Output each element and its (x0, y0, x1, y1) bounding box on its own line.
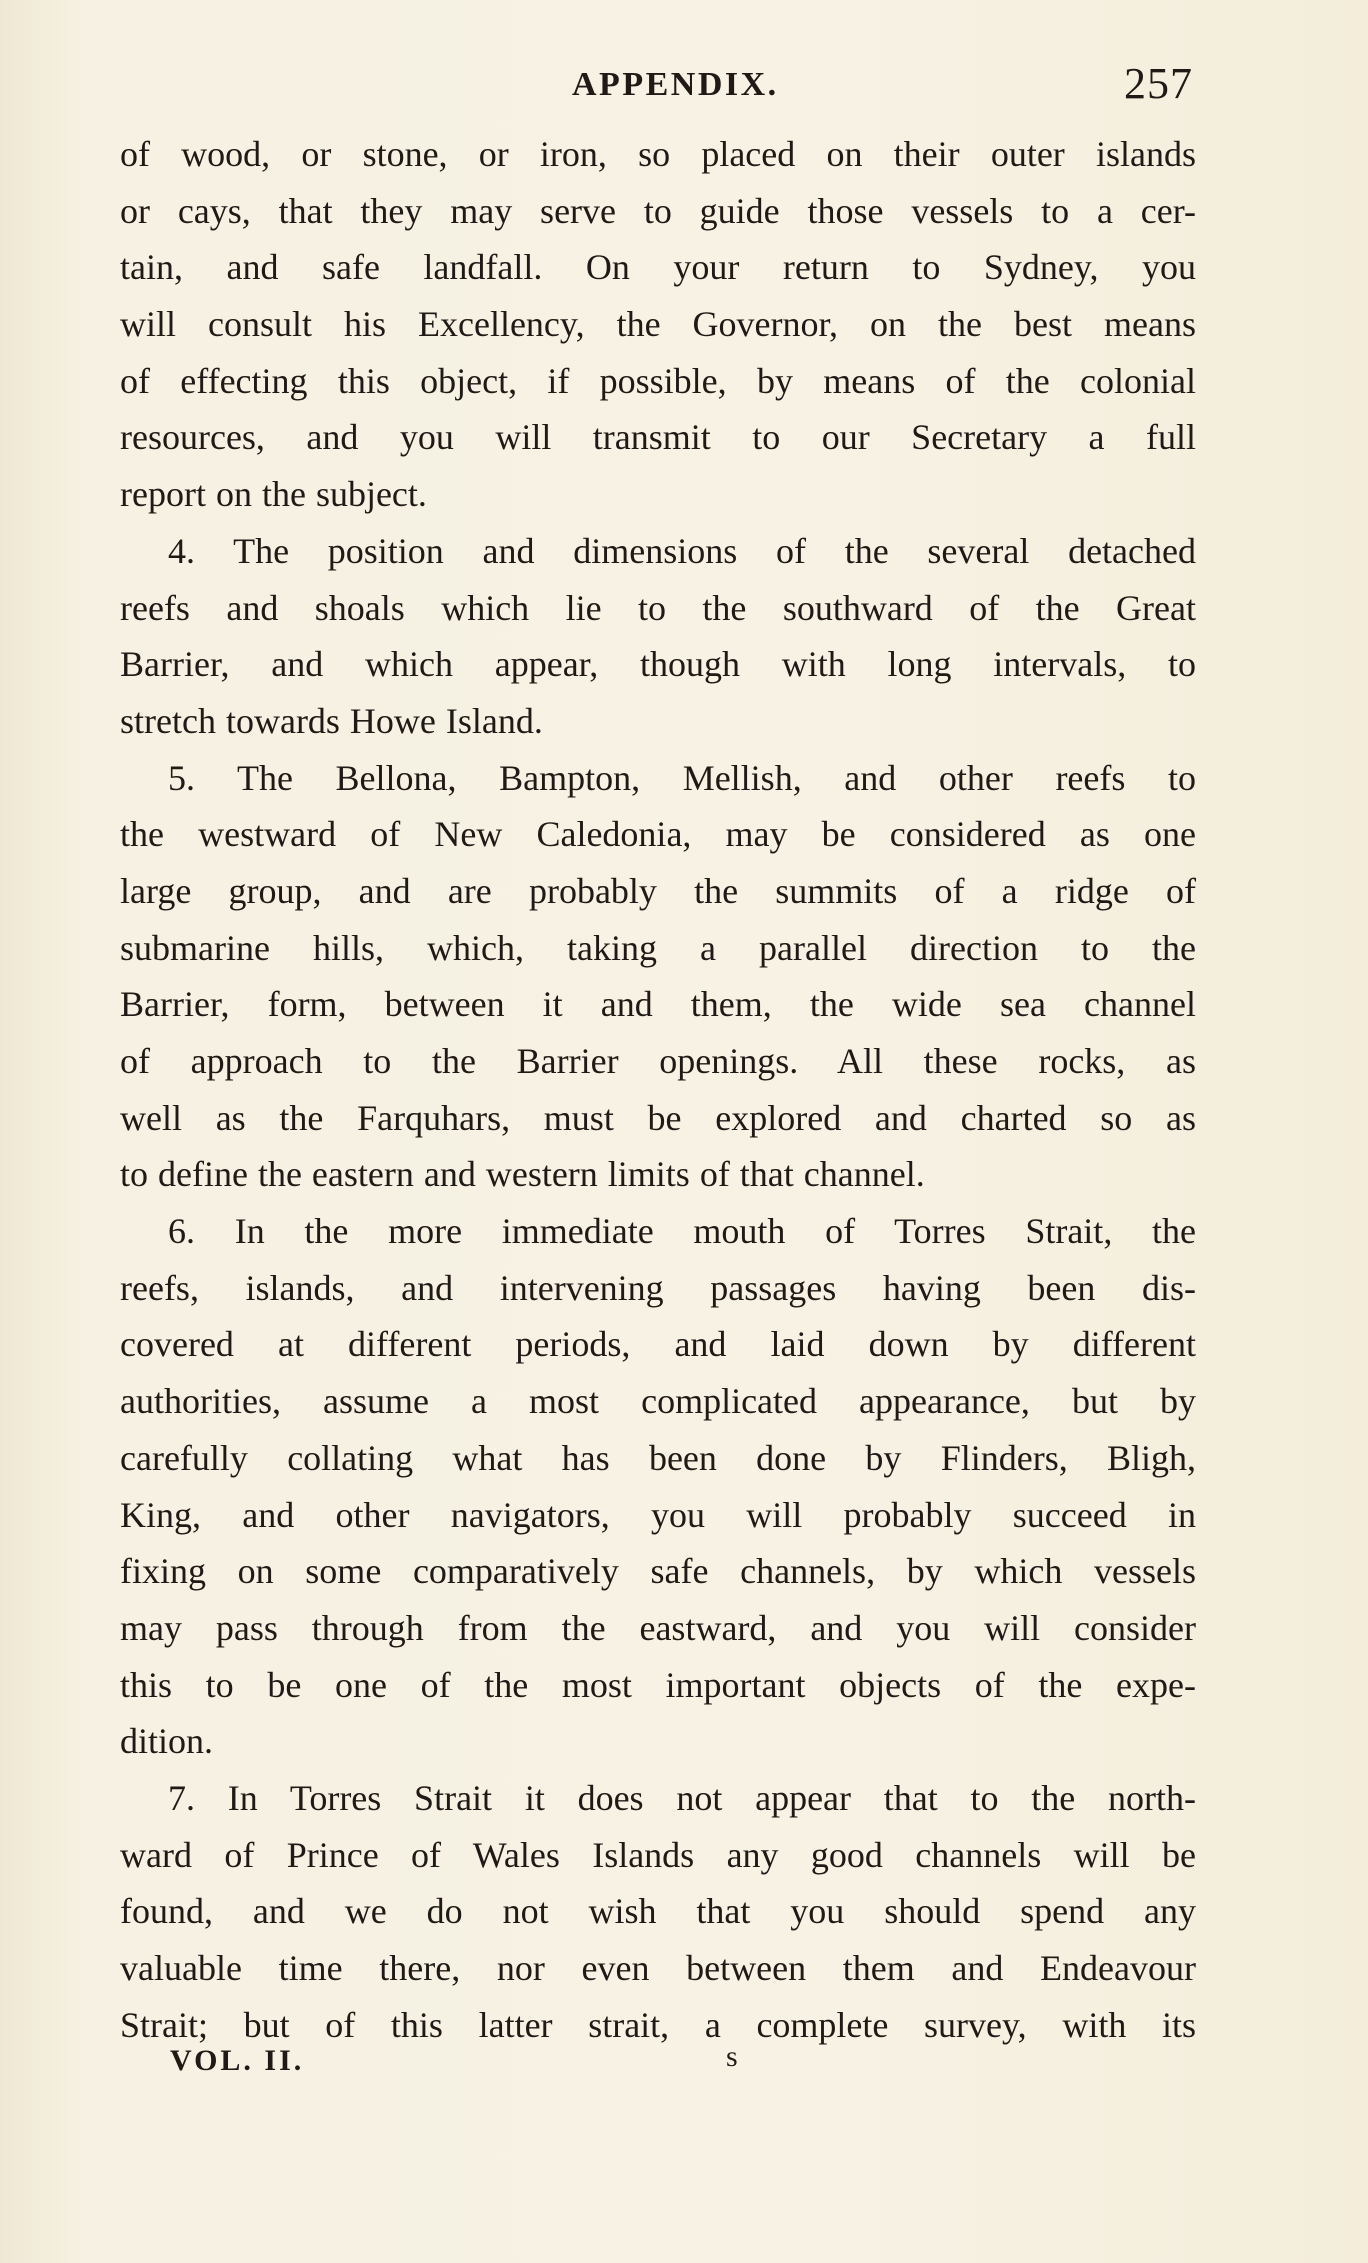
text-line: fixing on some comparatively safe channels, by which vessels (120, 1551, 1196, 1592)
text-line: submarine hills, which, taking a parallel direction to the (120, 927, 1196, 968)
text-line: authorities, assume a most complicated appearance, but by (120, 1381, 1196, 1422)
text-line: of wood, or stone, or iron, so placed on their outer islands (120, 134, 1196, 174)
text-line: resources, and you will transmit to our Secretary a full (120, 417, 1196, 458)
text-line: King, and other navigators, you will probably succeed in (120, 1494, 1196, 1535)
text-line: stretch towards Howe Island. (120, 700, 543, 741)
text-line: will consult his Excellency, the Governor, on the best means (120, 304, 1196, 345)
text-line: of approach to the Barrier openings. All these rocks, as (120, 1041, 1196, 1081)
paragraph-7-start: 7. In Torres Strait it does not appear that to the north- (168, 1777, 1196, 1818)
text-line: Barrier, and which appear, though with long intervals, to (120, 644, 1196, 685)
text-line: found, and we do not wish that you should spend any (120, 1891, 1196, 1932)
running-head (0, 58, 1368, 118)
page-number: 257 (1124, 59, 1193, 108)
text-line: covered at different periods, and laid down by different (120, 1324, 1196, 1365)
text-line: carefully collating what has been done by Flinders, Bligh, (120, 1437, 1196, 1478)
text-line: the westward of New Caledonia, may be considered as one (120, 814, 1196, 855)
signature-mark: s (726, 2040, 738, 2073)
text-line: reefs and shoals which lie to the southward of the Great (120, 587, 1196, 628)
text-line: to define the eastern and western limits of that channel. (120, 1154, 925, 1195)
text-line: this to be one of the most important objects of the expe- (120, 1664, 1196, 1705)
paragraph-6-start: 6. In the more immediate mouth of Torres Strait, the (168, 1211, 1196, 1252)
text-line: valuable time there, nor even between them and Endeavour (120, 1948, 1196, 1988)
text-line: well as the Farquhars, must be explored and charted so as (120, 1097, 1196, 1138)
text-line: dition. (120, 1721, 214, 1762)
page-footer (0, 2040, 1368, 2100)
paragraph-5-start: 5. The Bellona, Bampton, Mellish, and other reefs to (168, 757, 1196, 798)
text-line: may pass through from the eastward, and you will consider (120, 1607, 1196, 1648)
text-line: Barrier, form, between it and them, the wide sea channel (120, 984, 1196, 1025)
text-line: reefs, islands, and intervening passages having been dis- (120, 1267, 1196, 1308)
text-line: tain, and safe landfall. On your return to Sydney, you (120, 247, 1196, 288)
text-line: ward of Prince of Wales Islands any good channels will be (120, 1834, 1196, 1875)
text-line: of effecting this object, if possible, by means of the colonial (120, 360, 1196, 401)
paragraph-4-start: 4. The position and dimensions of the several detached (168, 530, 1196, 571)
text-line: report on the subject. (120, 474, 427, 515)
volume-mark: VOL. II. (170, 2044, 305, 2077)
text-line: Strait; but of this latter strait, a complete survey, with its (120, 2004, 1196, 2045)
text-line: or cays, that they may serve to guide those vessels to a cer- (120, 190, 1196, 231)
text-line: large group, and are probably the summits of a ridge of (120, 870, 1196, 911)
body-text (120, 126, 1196, 2053)
running-title: APPENDIX. (572, 66, 779, 103)
